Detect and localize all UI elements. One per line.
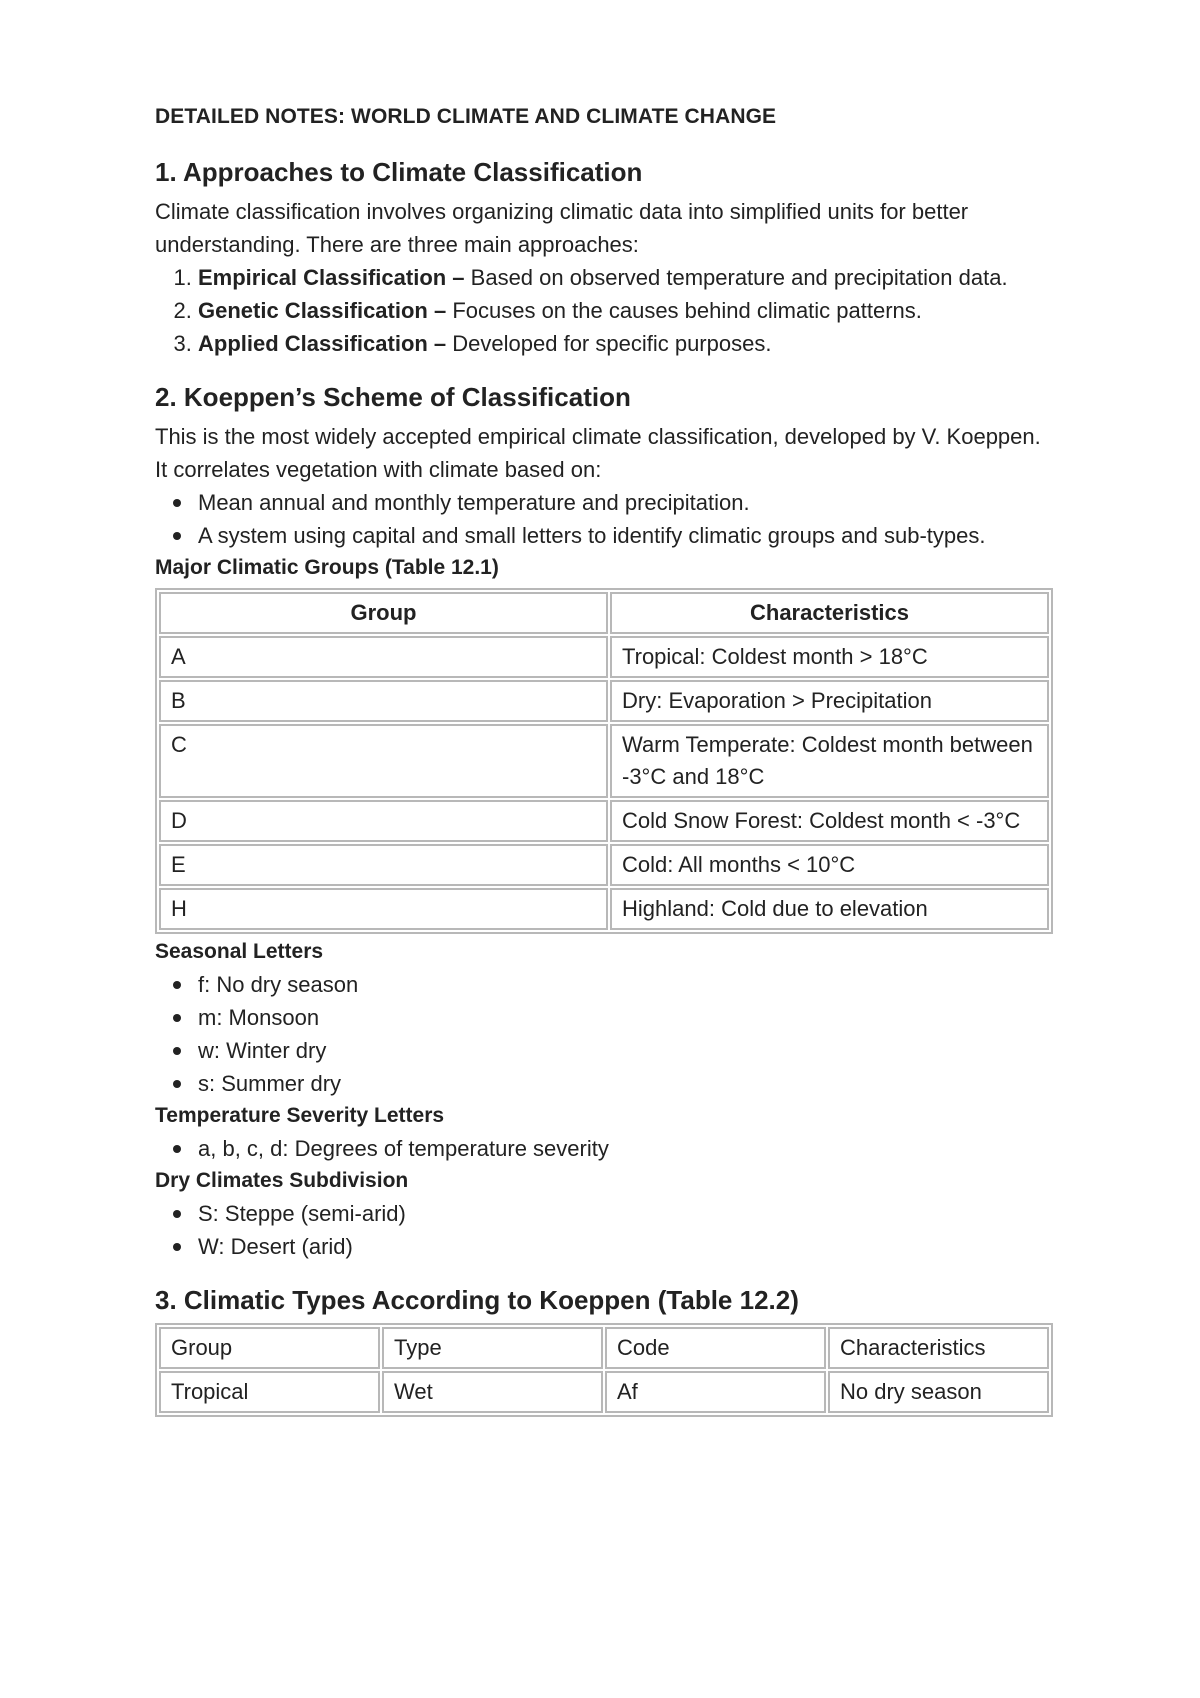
table-cell: Tropical [159, 1371, 380, 1413]
section-3-heading: 3. Climatic Types According to Koeppen (Table 12.2) [155, 1285, 799, 1315]
koeppen-basis-list [155, 486, 1055, 552]
list-item: Mean annual and monthly temperature and precipitation. [198, 486, 1055, 519]
list-item [198, 261, 1055, 294]
list-item-text: Developed for specific purposes. [446, 331, 772, 356]
table-12-1-title: Major Climatic Groups (Table 12.1) [155, 556, 499, 579]
table-row [159, 888, 1049, 930]
seasonal-letters-list [155, 968, 1055, 1100]
document-page [155, 105, 1055, 1417]
table-row [159, 680, 1049, 722]
table-cell: Highland: Cold due to elevation [610, 888, 1049, 930]
table-cell: D [159, 800, 608, 842]
table-cell: Type [382, 1327, 603, 1369]
table-cell: Af [605, 1371, 826, 1413]
list-item-term: Empirical Classification – [198, 265, 465, 290]
list-item: m: Monsoon [198, 1001, 1055, 1034]
climatic-types-table [155, 1323, 1053, 1417]
table-cell: C [159, 724, 608, 798]
section-2-heading: 2. Koeppen’s Scheme of Classification [155, 382, 631, 412]
table-row [159, 1371, 1049, 1413]
list-item [198, 327, 1055, 360]
table-header-cell: Characteristics [610, 592, 1049, 634]
table-row [159, 724, 1049, 798]
section-1-intro: Climate classification involves organizing climatic data into simplified units for better understanding. There are three main approaches: [155, 199, 969, 257]
list-item-text: Based on observed temperature and precipitation data. [464, 265, 1008, 290]
list-item: W: Desert (arid) [198, 1230, 1055, 1263]
list-item-term: Applied Classification – [198, 331, 447, 356]
list-item: A system using capital and small letters to identify climatic groups and sub-types. [198, 519, 1055, 552]
table-cell: Cold Snow Forest: Coldest month < -3°C [610, 800, 1049, 842]
table-cell: Group [159, 1327, 380, 1369]
table-cell: No dry season [828, 1371, 1049, 1413]
dry-climates-title: Dry Climates Subdivision [155, 1169, 409, 1192]
table-cell: E [159, 844, 608, 886]
table-row [159, 800, 1049, 842]
table-row [159, 1327, 1049, 1369]
table-row [159, 636, 1049, 678]
approaches-list [155, 261, 1055, 360]
table-row [159, 844, 1049, 886]
severity-letters-title: Temperature Severity Letters [155, 1104, 445, 1127]
severity-letters-list [155, 1132, 1055, 1165]
list-item: S: Steppe (semi-arid) [198, 1197, 1055, 1230]
table-cell: Code [605, 1327, 826, 1369]
list-item-term: Genetic Classification – [198, 298, 447, 323]
table-cell: Dry: Evaporation > Precipitation [610, 680, 1049, 722]
table-header-cell: Group [159, 592, 608, 634]
section-1-heading: 1. Approaches to Climate Classification [155, 157, 643, 187]
table-cell: A [159, 636, 608, 678]
table-cell: Tropical: Coldest month > 18°C [610, 636, 1049, 678]
list-item: s: Summer dry [198, 1067, 1055, 1100]
list-item [198, 294, 1055, 327]
table-cell: B [159, 680, 608, 722]
list-item-text: Focuses on the causes behind climatic patterns. [446, 298, 922, 323]
table-cell: H [159, 888, 608, 930]
table-cell: Cold: All months < 10°C [610, 844, 1049, 886]
seasonal-letters-title: Seasonal Letters [155, 940, 324, 963]
section-2-intro: This is the most widely accepted empirical climate classification, developed by V. Koeppen. It correlates vegetation with climate based on: [155, 424, 1041, 482]
list-item: f: No dry season [198, 968, 1055, 1001]
table-cell: Characteristics [828, 1327, 1049, 1369]
document-title: DETAILED NOTES: WORLD CLIMATE AND CLIMATE CHANGE [155, 105, 777, 128]
table-cell: Warm Temperate: Coldest month between -3°C and 18°C [610, 724, 1049, 798]
list-item: a, b, c, d: Degrees of temperature severity [198, 1132, 1055, 1165]
table-header-row [159, 592, 1049, 634]
dry-climates-list [155, 1197, 1055, 1263]
list-item: w: Winter dry [198, 1034, 1055, 1067]
table-cell: Wet [382, 1371, 603, 1413]
major-climatic-groups-table [155, 588, 1053, 934]
